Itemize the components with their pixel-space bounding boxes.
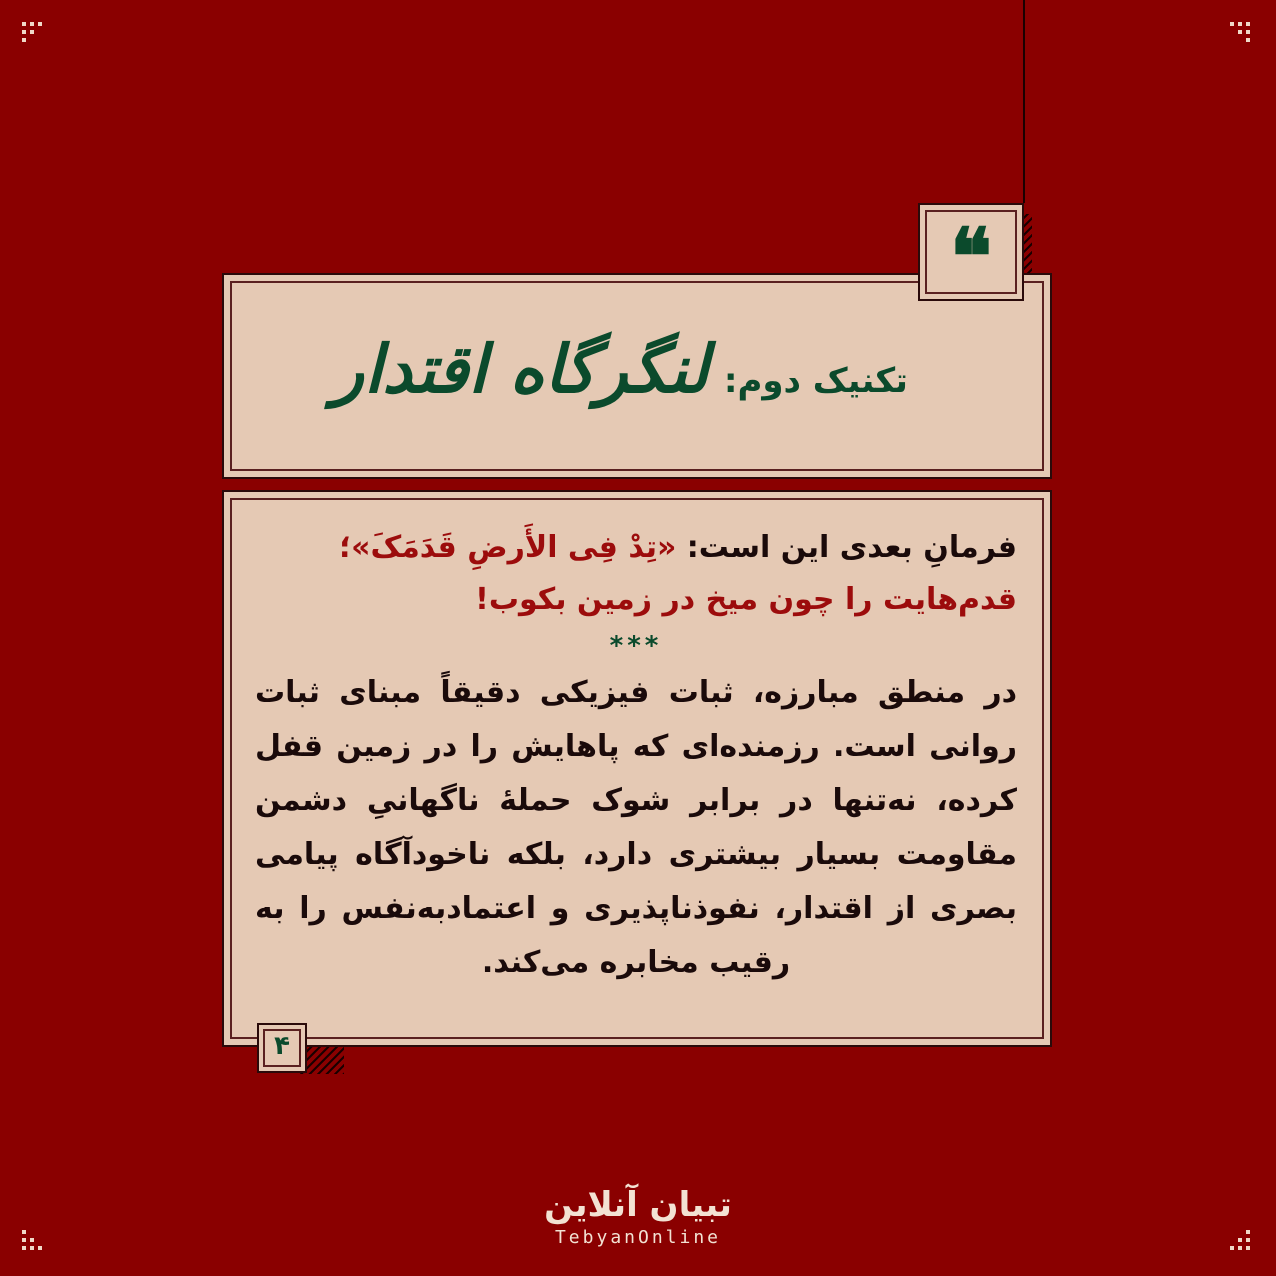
logo-name-fa: تبیان آنلاین xyxy=(544,1185,732,1225)
intro-arabic-quote: «تِدْ فِی الأَرضِ قَدَمَکَ»؛ xyxy=(339,530,677,565)
separator: *** xyxy=(609,631,663,661)
page-number: ۴ xyxy=(274,1031,290,1061)
corner-ornament-top-left xyxy=(22,22,46,46)
decorative-vertical-line xyxy=(1023,0,1025,203)
body-paragraph: در منطق مبارزه، ثبات فیزیکی دقیقاً مبنای ثبات روانی است. رزمنده‌ای که پاهایش را در زمین قفل کرده، نه‌تنها در برابر شوک حملهٔ ناگهانیِ دشمن مقاومت بسیار بیشتری دارد، بلکه ناخودآگاه پیامی بصری از اقتدار، نفوذناپذیری و اعتمادبه‌نفس را به رقیب مخابره می‌کند. xyxy=(255,675,1017,980)
corner-ornament-top-right xyxy=(1230,22,1254,46)
title-prefix: تکنیک دوم: xyxy=(723,361,908,401)
title-main: لنگرگاه اقتدار xyxy=(332,330,709,408)
intro-text: فرمانِ بعدی این است: xyxy=(686,530,1017,565)
intro-translation: قدم‌هایت را چون میخ در زمین بکوب! xyxy=(475,582,1017,617)
page-number-badge xyxy=(257,1023,307,1073)
content-text xyxy=(255,522,1017,990)
logo-name-en: TebyanOnline xyxy=(554,1227,722,1248)
brand-logo xyxy=(438,1185,838,1251)
corner-ornament-bottom-right xyxy=(1230,1230,1254,1254)
corner-ornament-bottom-left xyxy=(22,1230,46,1254)
intro-paragraph xyxy=(255,522,1017,626)
quote-mark-icon: ❝ xyxy=(950,212,992,303)
title xyxy=(240,330,1000,460)
quote-badge xyxy=(918,203,1024,301)
